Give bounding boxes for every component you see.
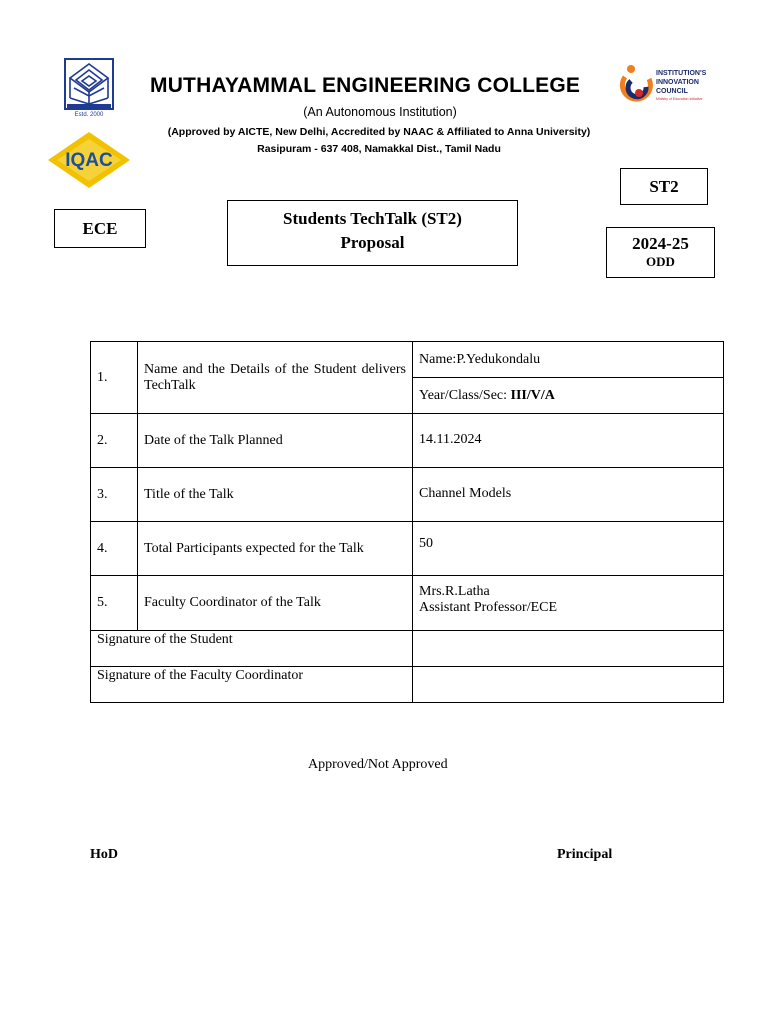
hod-signature-label: HoD (90, 847, 118, 862)
student-class: Year/Class/Sec: III/V/A (413, 378, 724, 414)
table-row (91, 468, 724, 522)
talk-title: Channel Models (413, 468, 724, 522)
table-row (91, 522, 724, 576)
faculty-signature-field[interactable] (413, 667, 724, 703)
table-row (91, 576, 724, 631)
form-title: Students TechTalk (ST2) (283, 209, 462, 228)
iqac-logo (46, 131, 132, 189)
row-number: 3. (91, 468, 138, 522)
principal-signature-label: Principal (557, 847, 613, 862)
approval-line: (Approved by AICTE, New Delhi, Accredited by NAAC & Affiliated to Anna University) (167, 126, 591, 138)
semester: ODD (646, 254, 675, 269)
form-subtitle: Proposal (340, 233, 405, 252)
department-box: ECE (54, 209, 146, 248)
form-title-box (227, 200, 518, 266)
row-label: Total Participants expected for the Talk (138, 522, 413, 576)
row-label: Name and the Details of the Student delivers TechTalk (138, 342, 413, 414)
college-name: MUTHAYAMMAL ENGINEERING COLLEGE (150, 74, 581, 97)
autonomous-status: (An Autonomous Institution) (303, 105, 457, 119)
table-row (91, 667, 724, 703)
faculty-coordinator: Mrs.R.Latha Assistant Professor/ECE (413, 576, 724, 631)
academic-year: 2024-25 (632, 234, 689, 253)
svg-text:INNOVATION: INNOVATION (656, 79, 699, 86)
table-row (91, 631, 724, 667)
participants-count: 50 (413, 522, 724, 576)
talk-date: 14.11.2024 (413, 414, 724, 468)
proposal-table (90, 341, 724, 703)
row-number: 1. (91, 342, 138, 414)
svg-text:Ministry of Education Initiati: Ministry of Education Initiative (656, 97, 703, 101)
table-row (91, 414, 724, 468)
faculty-signature-label: Signature of the Faculty Coordinator (91, 667, 413, 703)
svg-text:INSTITUTION'S: INSTITUTION'S (656, 70, 707, 77)
row-label: Faculty Coordinator of the Talk (138, 576, 413, 631)
student-signature-label: Signature of the Student (91, 631, 413, 667)
st2-box: ST2 (620, 168, 708, 205)
table-row (91, 342, 724, 378)
student-name: Name:P.Yedukondalu (413, 342, 724, 378)
row-number: 4. (91, 522, 138, 576)
svg-text:Estd. 2000: Estd. 2000 (74, 112, 104, 118)
svg-text:IQAC: IQAC (65, 150, 113, 171)
row-number: 2. (91, 414, 138, 468)
approval-status: Approved/Not Approved (308, 757, 448, 772)
row-label: Title of the Talk (138, 468, 413, 522)
row-label: Date of the Talk Planned (138, 414, 413, 468)
row-number: 5. (91, 576, 138, 631)
svg-text:COUNCIL: COUNCIL (656, 88, 688, 95)
address-line: Rasipuram - 637 408, Namakkal Dist., Tamil Nadu (257, 143, 501, 155)
academic-year-box (606, 227, 715, 278)
student-signature-field[interactable] (413, 631, 724, 667)
